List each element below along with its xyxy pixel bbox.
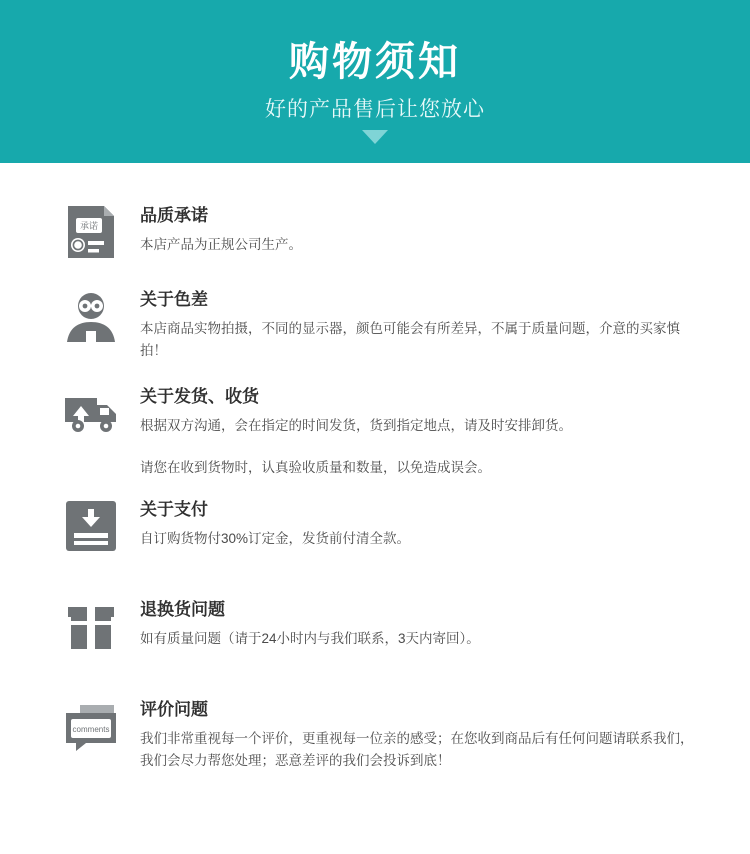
list-item-title: 关于发货、收货 [140, 387, 259, 406]
delivery-truck-icon [62, 384, 120, 442]
list-item [0, 497, 750, 555]
page-banner [0, 0, 750, 163]
list-item [0, 597, 750, 655]
triangle-down-icon [362, 130, 388, 144]
list-item [0, 384, 750, 479]
person-glasses-icon [62, 287, 120, 345]
list-item-title: 关于支付 [140, 500, 208, 519]
list-item-text: 自订购货物付30%订定金，发货前付清全款。 [140, 531, 411, 546]
list-item [0, 203, 750, 261]
comments-icon [62, 697, 120, 755]
list-item [0, 697, 750, 772]
payment-box-icon [62, 497, 120, 555]
list-item-text: 本店商品实物拍摄，不同的显示器，颜色可能会有所差异，不属于质量问题，介意的买家慎拍！ [140, 321, 680, 358]
list-item-text-secondary: 请您在收到货物时，认真验收质量和数量，以免造成误会。 [140, 460, 491, 475]
list-item-title: 关于色差 [140, 290, 208, 309]
gift-box-icon [62, 597, 120, 655]
icon-label: 承诺 [79, 221, 99, 231]
list-item-text: 本店产品为正规公司生产。 [140, 237, 302, 252]
page-subtitle: 好的产品售后让您放心 [265, 98, 485, 121]
list-item [0, 287, 750, 362]
list-item-text: 根据双方沟通，会在指定的时间发货，货到指定地点，请及时安排卸货。 [140, 418, 572, 433]
page-title: 购物须知 [289, 40, 461, 84]
list-item-title: 品质承诺 [140, 206, 208, 225]
notice-list [0, 163, 750, 772]
promise-document-icon [62, 203, 120, 261]
list-item-title: 评价问题 [140, 700, 208, 719]
icon-label: comments [72, 725, 110, 734]
list-item-title: 退换货问题 [140, 600, 225, 619]
list-item-text: 我们非常重视每一个评价，更重视每一位亲的感受；在您收到商品后有任何问题请联系我们，我们会尽力帮您处理；恶意差评的我们会投诉到底！ [140, 731, 694, 768]
list-item-text: 如有质量问题（请于24小时内与我们联系，3天内寄回）。 [140, 631, 480, 646]
